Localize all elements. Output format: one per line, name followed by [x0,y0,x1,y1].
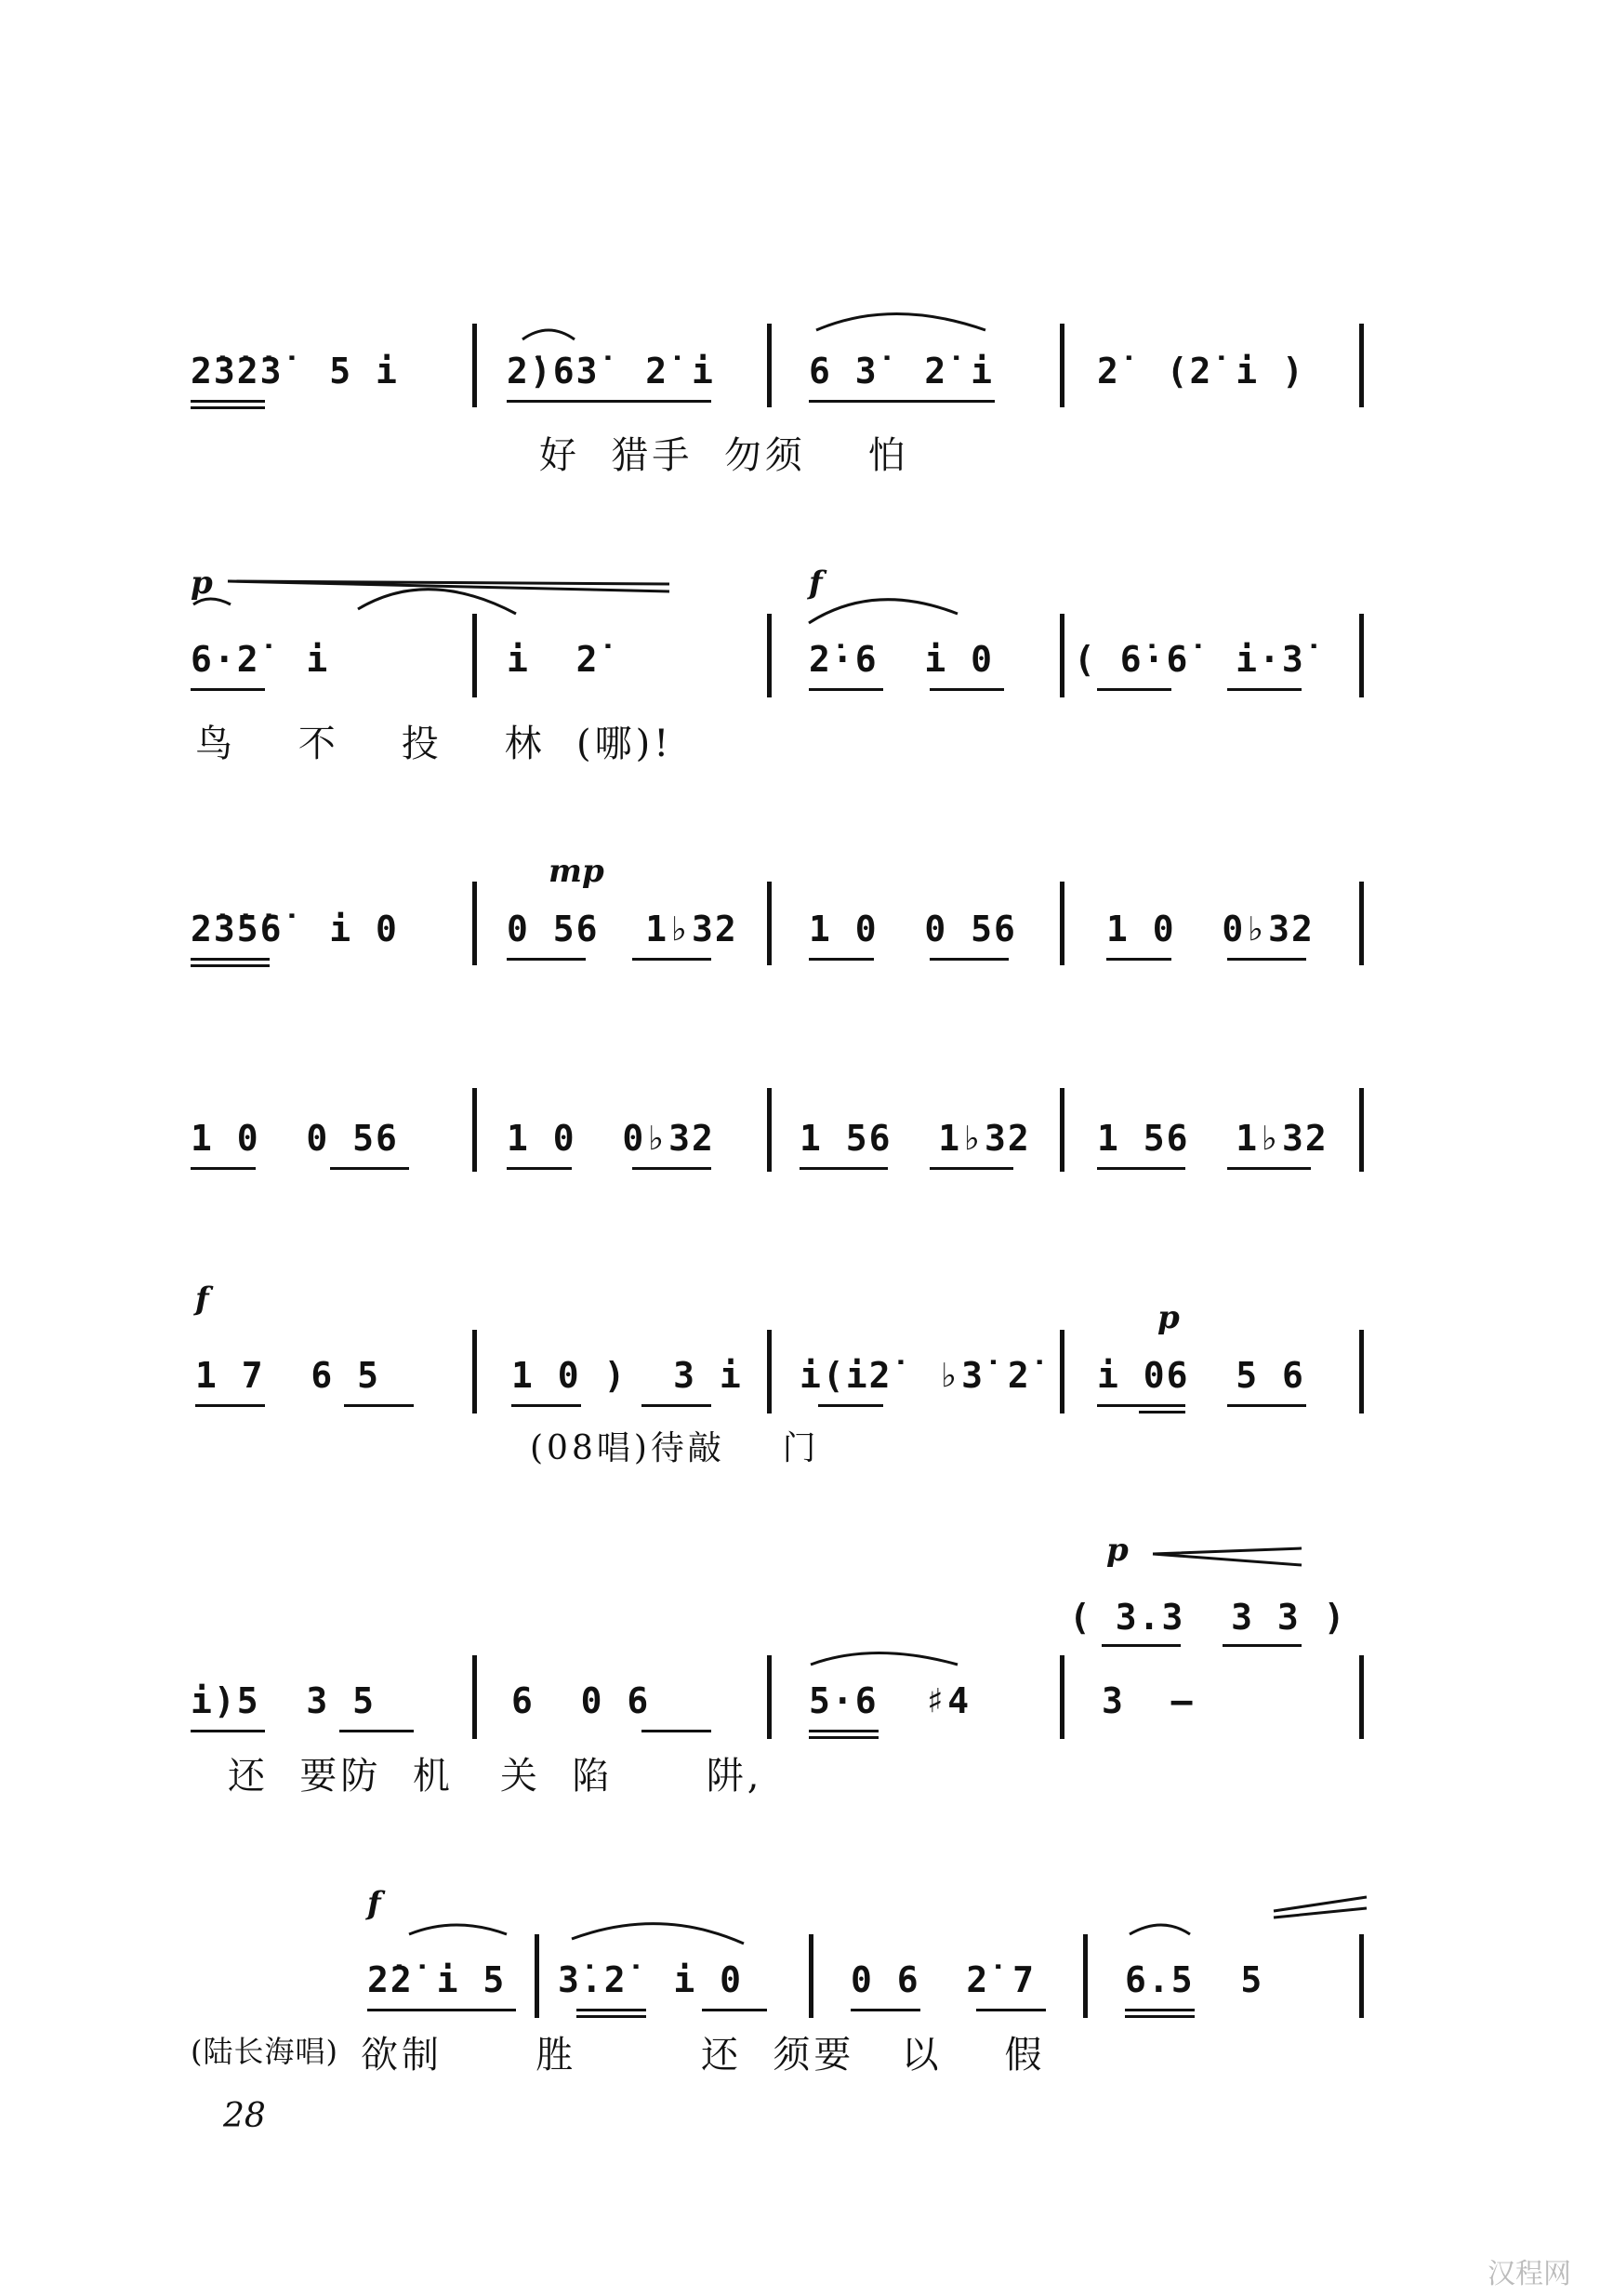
lyrics: (08唱)待敲 门 [530,1429,820,1467]
beam [195,1404,265,1407]
score-row-3 [0,853,1613,995]
beam [930,688,1004,691]
beam [367,2009,516,2011]
dynamic-f: f [367,1885,381,1922]
score-row-5 [0,1283,1613,1497]
beam [344,1404,414,1407]
dynamic-p: p [1106,1532,1129,1569]
beam [191,406,265,409]
beam [1097,688,1171,691]
measure-notes: 2̇3̇2̇3̇ 5 i [191,351,399,392]
barline [767,1088,772,1172]
beam [702,2009,767,2011]
beam [191,958,270,961]
beam [507,958,586,961]
barline [472,614,477,697]
beam [641,1404,711,1407]
beam [632,958,711,961]
beam [1102,1644,1181,1647]
barline [1060,1655,1064,1739]
beam [1097,1404,1185,1407]
beam [809,1730,879,1732]
measure-notes: 5·6 ♯4 [809,1680,972,1721]
beam [800,1167,888,1170]
measure-notes: 6 3̇ 2̇ i [809,351,995,392]
barline [472,882,477,965]
barline [1359,1655,1364,1739]
measure-notes: i 2̇ [507,639,600,680]
beam [191,400,265,403]
measure-notes: 1 0 ) 3 i [511,1355,743,1396]
barline [809,1934,813,2018]
barline [472,1655,477,1739]
beam [330,1167,409,1170]
dynamic-f: f [195,1281,209,1318]
measure-notes: 3̇.2̇ i 0 [558,1959,744,2000]
beam [1125,2009,1195,2011]
measure-notes: 2̇3̇5̇6̇ i 0 [191,909,399,949]
beam [576,2015,646,2018]
measure-notes: ( 6̇·6̇ i·3̇ [1074,639,1305,680]
beam [641,1730,711,1732]
beam [1227,1167,1311,1170]
score-row-4 [0,1069,1613,1209]
beam [191,688,265,691]
dynamic-mp: mp [549,853,604,890]
beam [1106,958,1171,961]
beam [976,2009,1046,2011]
lyrics: 鸟 不 投 林 (哪)! [195,723,673,765]
beam [191,1167,256,1170]
beam [809,688,883,691]
barline [767,1330,772,1413]
barline [767,1655,772,1739]
measure-notes: i(i2̇ ♭3̇ 2̇ [800,1355,1031,1396]
singer-label: (陆长海唱) [191,2034,338,2069]
measure-notes: i)5 3 5 [191,1680,377,1721]
measure-notes: 2̇)63̇ 2̇ i [507,351,715,392]
score-row-6 [0,1534,1613,1813]
measure-notes: 2̇ (2̇ i ) [1097,351,1305,392]
barline [1359,1330,1364,1413]
measure-notes: 1 0 0 56 [809,909,1017,949]
beam [507,400,711,403]
dynamic-p: p [1157,1299,1180,1336]
lyrics: 还 要防 机 关 陷 阱, [228,1755,763,1798]
barline [1359,882,1364,965]
beam [576,2009,646,2011]
barline [535,1934,539,2018]
beam [1227,688,1302,691]
barline [472,1088,477,1172]
score-row-1 [0,316,1613,502]
barline [767,882,772,965]
measure-notes: 1 0 0♭32 [507,1118,715,1159]
beam [851,2009,920,2011]
beam [507,1167,572,1170]
beam [1227,1404,1306,1407]
beam [818,1404,883,1407]
lyrics: 欲制 胜 还 须要 以 假 [361,2034,1046,2077]
beam [809,1736,879,1739]
barline [1359,1934,1364,2018]
watermark: 汉程网 [1487,2258,1571,2290]
barline [767,324,772,407]
beam [1125,2015,1195,2018]
measure-notes: 6.5 5 [1125,1959,1264,2000]
barline [1060,1088,1064,1172]
measure-notes: 1 0 0 56 [191,1118,399,1159]
barline [472,324,477,407]
barline [1060,324,1064,407]
score-row-2 [0,564,1613,772]
bracket-notes-above: ( 3.3 3 3 ) [1069,1597,1347,1638]
beam [1097,1167,1185,1170]
beam [511,1404,581,1407]
barline [1060,882,1064,965]
beam [632,1167,711,1170]
measure-notes: 1 56 1♭32 [800,1118,1031,1159]
page-number: 28 [223,2097,266,2135]
measure-notes: 6·2̇ i [191,639,330,680]
measure-notes: 0 6 2̇ 7 [851,1959,1037,2000]
barline [1083,1934,1088,2018]
measure-notes: 1 0 0♭32 [1106,909,1315,949]
barline [1060,1330,1064,1413]
beam [1139,1411,1185,1413]
measure-notes: 0 56 1♭32 [507,909,738,949]
measure-notes: i 06 5 6 [1097,1355,1305,1396]
barline [1359,324,1364,407]
barline [472,1330,477,1413]
measure-notes: 2̇·6 i 0 [809,639,995,680]
beam [191,1730,265,1732]
beam [1227,958,1306,961]
barline [1060,614,1064,697]
measure-notes: 1 56 1♭32 [1097,1118,1329,1159]
beam [930,1167,1013,1170]
barline [1359,1088,1364,1172]
measure-notes: 6 0 6 [511,1680,651,1721]
beam [809,400,995,403]
barline [767,614,772,697]
measure-notes: 3 – [1102,1680,1195,1721]
beam [339,1730,414,1732]
score-row-7 [0,1885,1613,2111]
dynamic-f: f [809,564,823,602]
measure-notes: 2̇2̇ i 5 [367,1959,507,2000]
measure-notes: 1 7 6 5 [195,1355,381,1396]
lyrics: 好 猎手 勿须 怕 [539,434,909,477]
barline [1359,614,1364,697]
beam [1223,1644,1302,1647]
dynamic-p: p [191,564,213,602]
beam [809,958,874,961]
beam [930,958,1009,961]
beam [191,964,270,967]
